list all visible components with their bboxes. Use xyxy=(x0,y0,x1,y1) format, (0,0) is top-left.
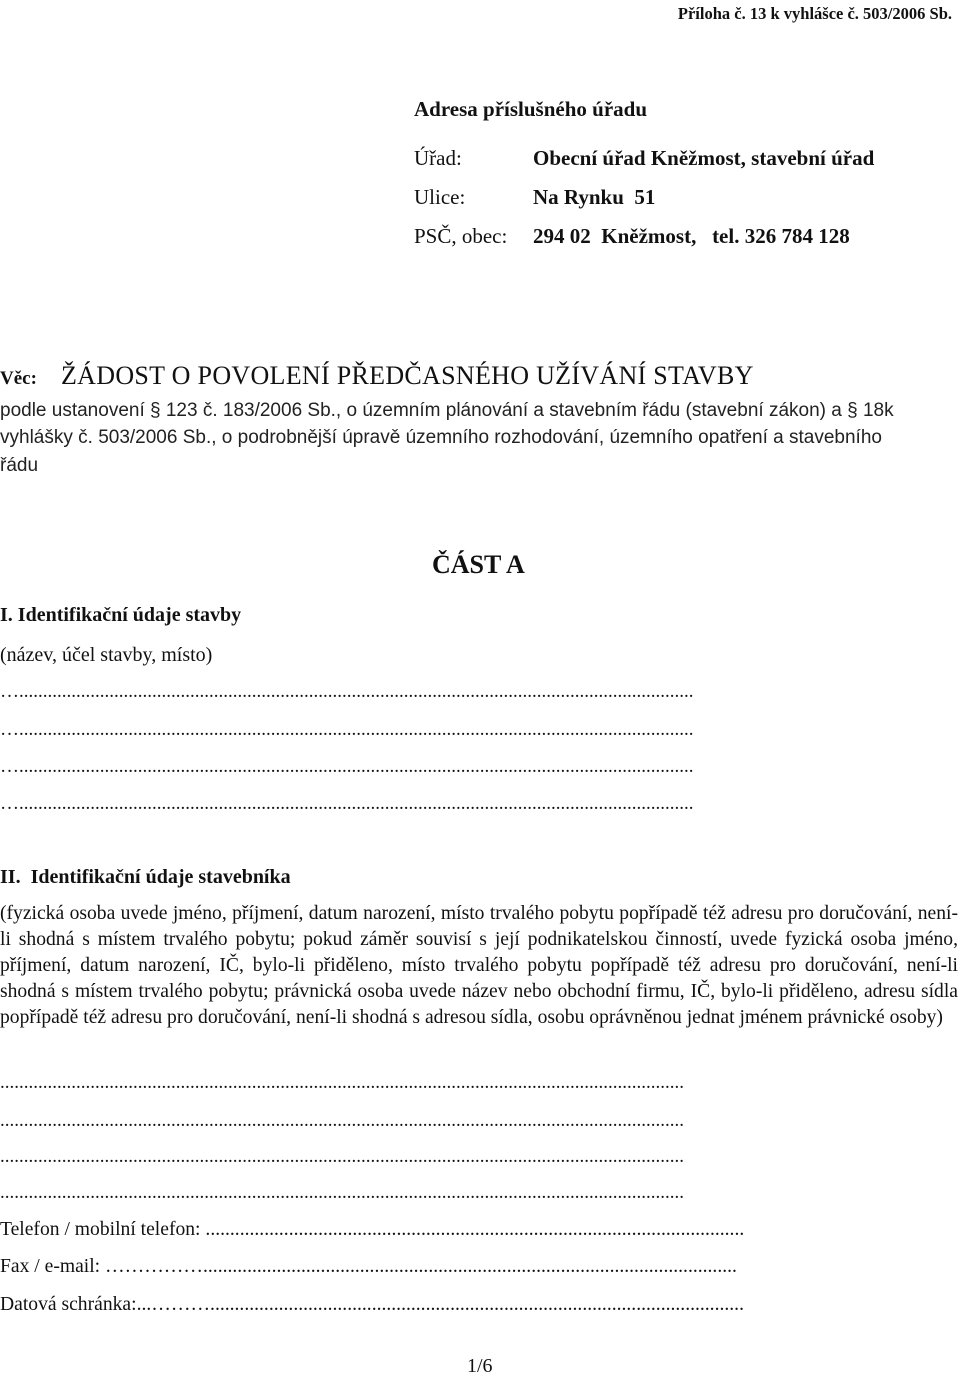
data-box-field[interactable] xyxy=(0,1293,958,1317)
fax-email-fill[interactable]: ……………............................................................................................................. xyxy=(100,1256,737,1277)
subject-legal-line-1: podle ustanovení § 123 č. 183/2006 Sb., o územním plánování a stavebním řádu (stavební zákon) a § 18k xyxy=(0,400,894,421)
address-value-office: Obecní úřad Kněžmost, stavební úřad xyxy=(533,146,875,170)
section-1-fill-line[interactable]: ….............................................................................................................................................. xyxy=(0,719,694,740)
phone-field[interactable] xyxy=(0,1218,958,1242)
section-2-fill-line[interactable]: ................................................................................................................................................ xyxy=(0,1182,684,1203)
section-1-heading: I. Identifikační údaje stavby xyxy=(0,604,242,626)
subject-legal-line-2: vyhlášky č. 503/2006 Sb., o podrobnější úpravě územního rozhodování, územního opatření a stavebního xyxy=(0,427,882,448)
data-box-fill[interactable]: ...………............................................................................................................. xyxy=(136,1294,744,1315)
section-1-fill-line[interactable]: ….............................................................................................................................................. xyxy=(0,756,694,777)
address-value-city: 294 02 Kněžmost, tel. 326 784 128 xyxy=(533,224,850,248)
section-1-fill-line[interactable]: ….............................................................................................................................................. xyxy=(0,793,694,814)
section-2-fill-line[interactable]: ................................................................................................................................................ xyxy=(0,1110,684,1131)
data-box-label: Datová schránka: xyxy=(0,1294,137,1315)
fax-email-label: Fax / e-mail: xyxy=(0,1256,101,1277)
section-2-heading: II. Identifikační údaje stavebníka xyxy=(0,866,291,888)
page-number: 1/6 xyxy=(467,1355,493,1377)
phone-label: Telefon / mobilní telefon: xyxy=(0,1219,201,1240)
address-label-office: Úřad: xyxy=(414,146,462,170)
address-label-street: Ulice: xyxy=(414,185,466,209)
address-value-street: Na Rynku 51 xyxy=(533,185,656,209)
section-2-hint: (fyzická osoba uvede jméno, příjmení, datum narození, místo trvalého pobytu popřípadě též adresu pro doručování, není-li shodná s místem trvalého pobytu; pokud záměr souvisí s její podnikatelskou činností, uvede fyzická osoba jméno, příjmení, datum narození, IČ, bylo-li přiděleno, místo trvalého pobytu popřípadě též adresu pro doručování, není-li shodná s místem trvalého pobytu; právnická osoba uvede název nebo obchodní firmu, IČ, bylo-li přiděleno, adresu sídla popřípadě též adresu pro doručování, není-li shodná s adresou sídla, osobu oprávněnou jednat jménem právnické osoby) xyxy=(0,903,958,1028)
phone-fill[interactable]: .............................................................................................................. xyxy=(200,1219,745,1240)
fax-email-field[interactable] xyxy=(0,1255,958,1279)
annex-reference: Příloha č. 13 k vyhlášce č. 503/2006 Sb. xyxy=(677,4,952,23)
subject-title: ŽÁDOST O POVOLENÍ PŘEDČASNÉHO UŽÍVÁNÍ STAVBY xyxy=(61,361,754,390)
address-heading: Adresa příslušného úřadu xyxy=(414,97,648,121)
subject-label: Věc: xyxy=(0,368,37,389)
section-2-fill-line[interactable]: ................................................................................................................................................ xyxy=(0,1072,684,1093)
section-2-fill-line[interactable]: ................................................................................................................................................ xyxy=(0,1146,684,1167)
section-1-fill-line[interactable]: ….............................................................................................................................................. xyxy=(0,681,694,702)
subject-legal-line-3: řádu xyxy=(0,455,39,476)
address-label-city: PSČ, obec: xyxy=(414,224,508,248)
part-title: ČÁST A xyxy=(432,550,525,579)
section-1-hint: (název, účel stavby, místo) xyxy=(0,644,213,666)
